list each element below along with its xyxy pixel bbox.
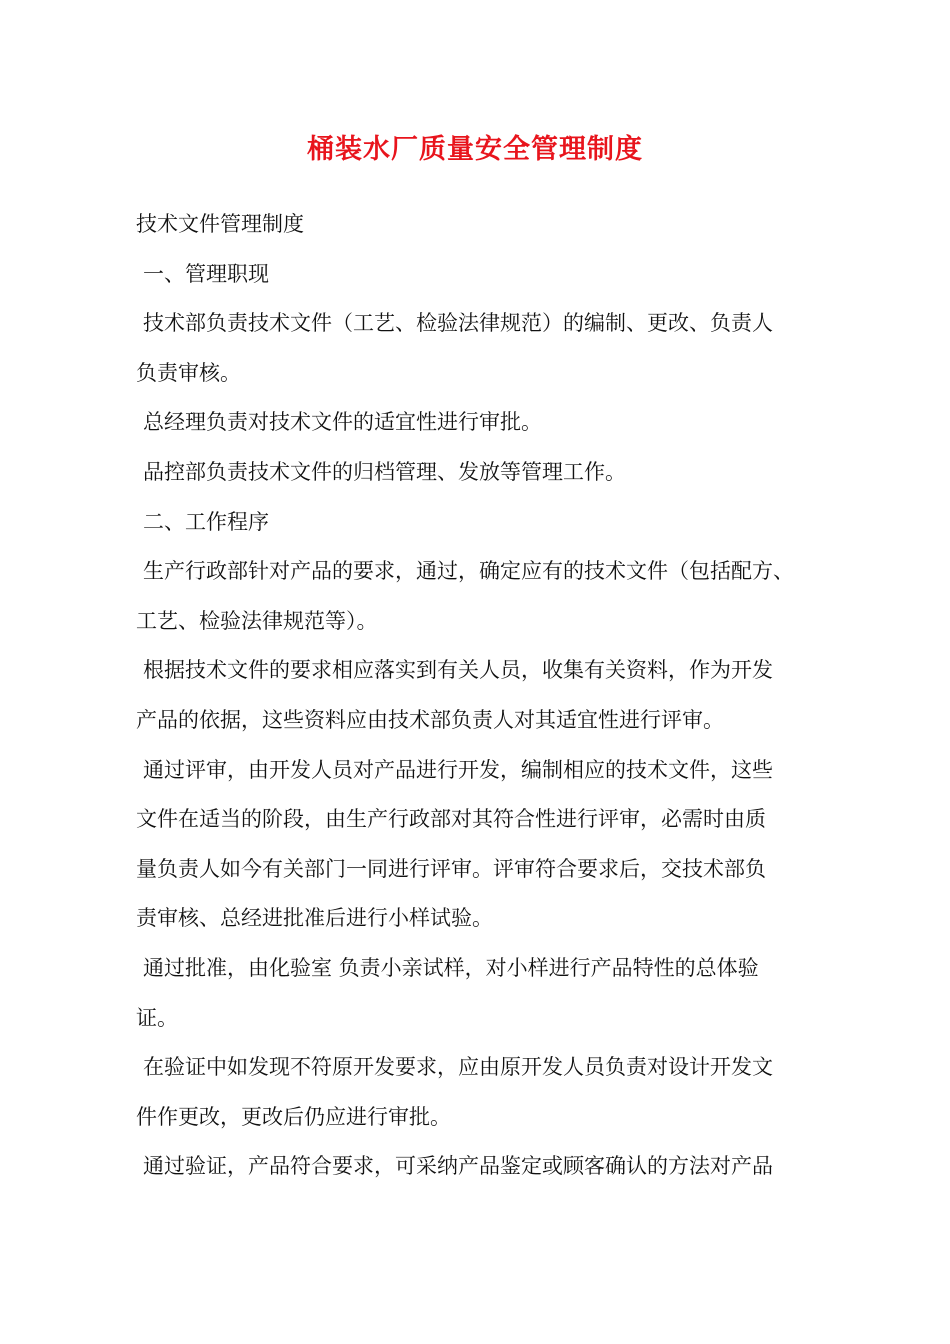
paragraph-line: 产品的依据，这些资料应由技术部负责人对其适宜性进行评审。 <box>136 707 724 732</box>
paragraph-line: 通过验证，产品符合要求，可采纳产品鉴定或顾客确认的方法对产品 <box>143 1154 773 1179</box>
paragraph-line: 技术部负责技术文件（工艺、检验法律规范）的编制、更改、负责人 <box>143 311 773 336</box>
subsection-heading: 一、管理职现 <box>143 261 269 286</box>
paragraph-line: 工艺、检验法律规范等）。 <box>136 608 378 633</box>
document-title: 桶装水厂质量安全管理制度 <box>307 134 643 165</box>
section-heading: 技术文件管理制度 <box>136 212 304 236</box>
paragraph-line: 文件在适当的阶段，由生产行政部对其符合性进行评审，必需时由质 <box>136 807 766 832</box>
paragraph-line: 品控部负责技术文件的归档管理、发放等管理工作。 <box>143 459 626 484</box>
paragraph-line: 证。 <box>136 1005 178 1030</box>
paragraph-line: 通过评审，由开发人员对产品进行开发，编制相应的技术文件，这些 <box>143 757 773 782</box>
paragraph-line: 在验证中如发现不符原开发要求，应由原开发人员负责对设计开发文 <box>143 1055 773 1080</box>
paragraph-line: 根据技术文件的要求相应落实到有关人员，收集有关资料，作为开发 <box>143 658 773 683</box>
paragraph-line: 责审核、总经进批准后进行小样试验。 <box>136 906 493 931</box>
paragraph-line: 总经理负责对技术文件的适宜性进行审批。 <box>143 410 542 435</box>
paragraph-line: 负责审核。 <box>136 360 241 385</box>
subsection-heading: 二、工作程序 <box>143 509 269 534</box>
paragraph-line: 通过批准，由化验室 负责小亲试样，对小样进行产品特性的总体验 <box>143 955 759 980</box>
paragraph-line: 件作更改，更改后仍应进行审批。 <box>136 1104 451 1129</box>
paragraph-line: 生产行政部针对产品的要求，通过，确定应有的技术文件（包括配方、 <box>143 559 794 584</box>
paragraph-line: 量负责人如今有关部门一同进行评审。评审符合要求后，交技术部负 <box>136 856 766 881</box>
document-body <box>136 200 836 1192</box>
